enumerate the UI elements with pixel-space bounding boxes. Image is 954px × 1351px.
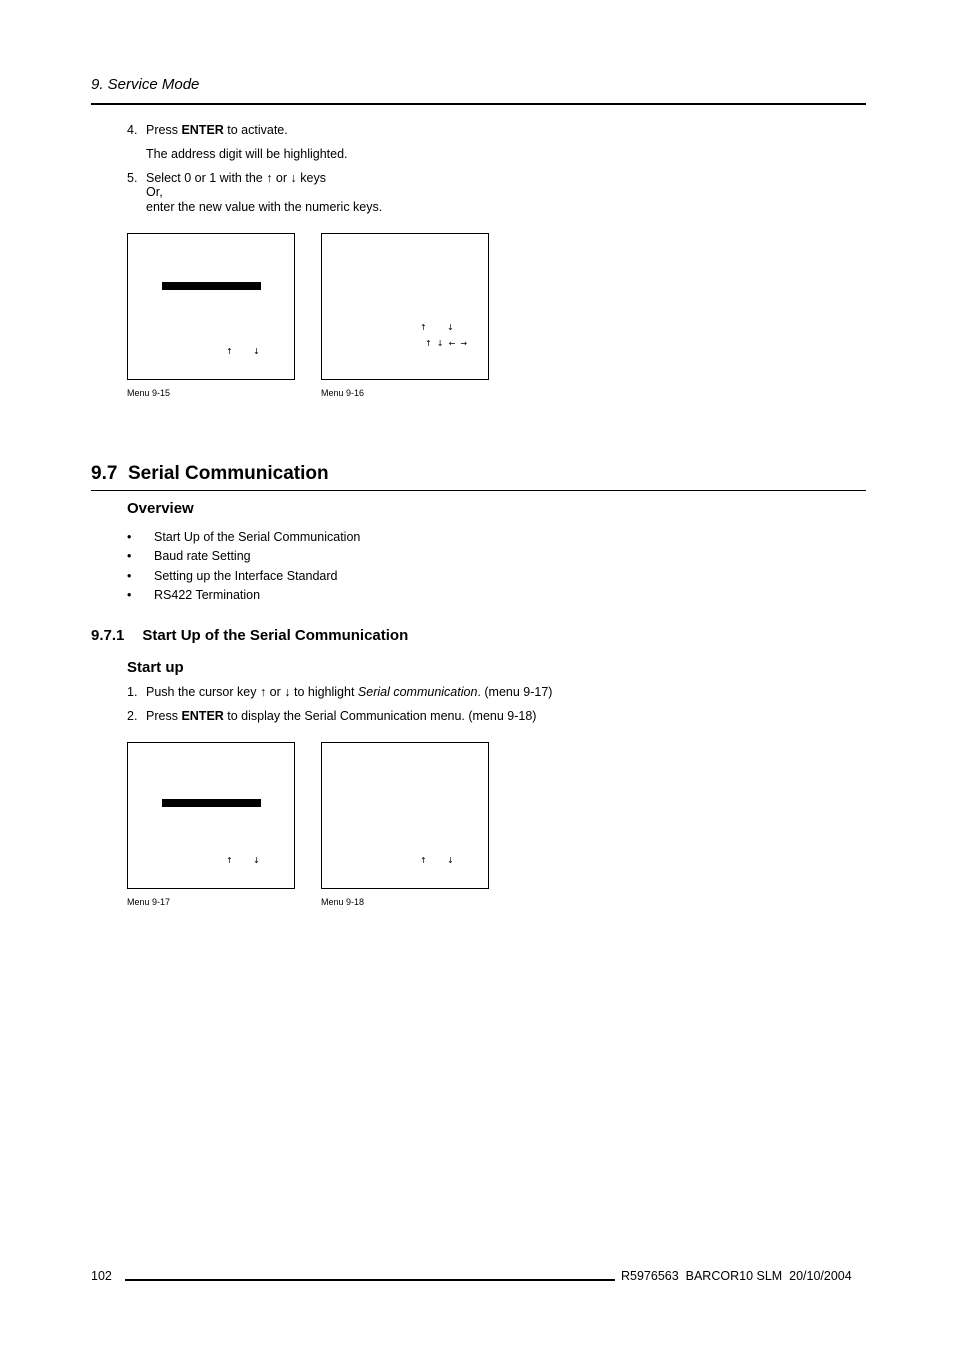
up-down-arrows-icon: ↑ ↓	[226, 856, 260, 865]
enter-key-label: ENTER	[181, 123, 224, 137]
list-item: RS422 Termination	[154, 588, 261, 602]
up-down-arrows-icon: ↑ ↓	[420, 323, 454, 332]
step-text	[146, 709, 536, 724]
step-text-pre: Press	[146, 123, 182, 137]
step-text-line2: Or,	[146, 185, 163, 199]
list-item: Baud rate Setting	[154, 549, 251, 563]
header-rule	[91, 103, 866, 105]
enter-key-label: ENTER	[181, 709, 224, 723]
step-number: 5.	[127, 171, 138, 185]
step-text-post: to activate.	[223, 123, 288, 137]
step-text	[146, 123, 288, 138]
up-down-arrows-icon: ↑ ↓	[226, 347, 260, 356]
running-header: 9. Service Mode	[91, 76, 200, 93]
startup-heading: Start up	[127, 659, 184, 676]
step-text-pre: Push the cursor key ↑ or ↓ to highlight	[146, 685, 358, 699]
step-text-line1: Select 0 or 1 with the ↑ or ↓ keys	[146, 171, 326, 185]
document-id: R5976563 BARCOR10 SLM 20/10/2004	[621, 1269, 852, 1283]
section-rule	[91, 490, 866, 491]
section-heading	[91, 463, 329, 485]
footer-rule	[125, 1279, 615, 1281]
menu-screen-9-15	[127, 233, 295, 380]
up-down-arrows-icon: ↑ ↓	[420, 856, 454, 865]
menu-caption: Menu 9-15	[127, 388, 171, 398]
step-note: The address digit will be highlighted.	[146, 147, 348, 161]
menu-caption: Menu 9-16	[321, 388, 365, 398]
bullet-icon: •	[127, 530, 132, 544]
highlight-bar	[162, 799, 261, 807]
step-text	[146, 685, 552, 700]
menu-screen-9-18	[321, 742, 489, 889]
step-text-line3: enter the new value with the numeric keys.	[146, 200, 383, 214]
subsection-title: Start Up of the Serial Communication	[142, 627, 409, 644]
menu-screen-9-16	[321, 233, 489, 380]
step-text-pre: Press	[146, 709, 182, 723]
step-number: 4.	[127, 123, 138, 137]
page-number: 102	[91, 1269, 112, 1283]
bullet-icon: •	[127, 549, 132, 563]
highlight-bar	[162, 282, 261, 290]
menu-screen-9-17	[127, 742, 295, 889]
menu-caption: Menu 9-17	[127, 897, 171, 907]
step-number: 1.	[127, 685, 138, 699]
bullet-icon: •	[127, 588, 132, 602]
step-number: 2.	[127, 709, 138, 723]
menu-item-name: Serial communication	[357, 685, 478, 699]
cursor-arrows-icon: ↑ ↓ ← →	[425, 339, 468, 348]
subsection-heading	[91, 627, 408, 644]
list-item: Setting up the Interface Standard	[154, 569, 338, 583]
section-title: Serial Communication	[127, 463, 329, 484]
overview-heading: Overview	[127, 500, 194, 517]
step-text-post: . (menu 9-17)	[477, 685, 553, 699]
step-text-post: to display the Serial Communication menu. (menu 9-18)	[223, 709, 537, 723]
bullet-icon: •	[127, 569, 132, 583]
menu-caption: Menu 9-18	[321, 897, 365, 907]
section-number: 9.7	[91, 463, 118, 484]
subsection-number: 9.7.1	[91, 627, 125, 644]
list-item: Start Up of the Serial Communication	[154, 530, 361, 544]
